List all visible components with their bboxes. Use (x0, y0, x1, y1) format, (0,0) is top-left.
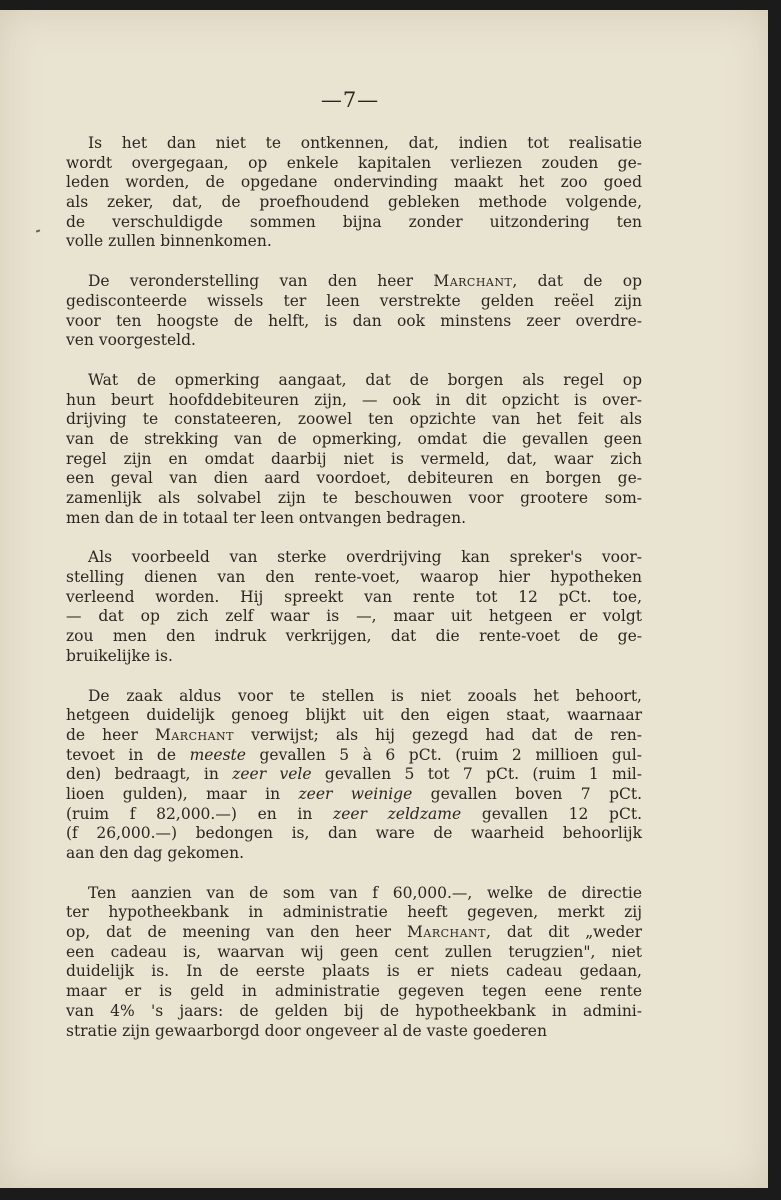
text-line: duidelijk is. In de eerste plaats is er niets cadeau gedaan, (66, 962, 642, 981)
text-line: stratie zijn gewaarborgd door ongeveer al de vaste goederen (66, 1021, 547, 1040)
text-line: aan den dag gekomen. (66, 844, 245, 862)
emphasis-text: zeer vele (232, 765, 312, 784)
emphasis-text: zeer zeldzame (333, 804, 462, 823)
text-line: volle zullen binnenkomen. (66, 232, 272, 251)
text-line: voor ten hoogste de helft, is dan ook minstens zeer overdre- (66, 311, 642, 330)
text-line: de heer Marchant verwijst; als hij gezegd had dat de ren- (66, 725, 642, 744)
text-line: (f 26,000.—) bedongen is, dan ware de waarheid behoorlijk (66, 824, 642, 843)
text-line: de verschuldigde sommen bijna zonder uitzondering ten (66, 212, 642, 231)
paragraph (66, 884, 642, 1042)
text-line: Is het dan niet te ontkennen, dat, indien tot realisatie (88, 134, 642, 152)
text-line: — dat op zich zelf waar is —, maar uit hetgeen er volgt (66, 607, 642, 626)
text-line: tevoet in de meeste gevallen 5 à 6 pCt. (ruim 2 millioen gul- (66, 745, 642, 764)
text-line: men dan de in totaal ter leen ontvangen bedragen. (66, 508, 467, 527)
text-line: van de strekking van de opmerking, omdat die gevallen geen (66, 429, 642, 448)
text-line: maar er is geld in administratie gegeven tegen eene rente (66, 982, 642, 1001)
text-line: verleend worden. Hij spreekt van rente tot 12 pCt. toe, (66, 587, 642, 606)
text-line: gedisconteerde wissels ter leen verstrekte gelden reëel zijn (66, 291, 642, 310)
document-page (0, 10, 768, 1188)
text-line: ter hypotheekbank in administratie heeft gegeven, merkt zij (66, 903, 642, 922)
body-text (66, 134, 642, 1061)
text-line: De zaak aldus voor te stellen is niet zooals het behoort, (88, 686, 642, 705)
name-small-caps: Marchant (154, 725, 234, 744)
page-number: —7— (320, 88, 380, 112)
text-line: Ten aanzien van de som van f 60,000.—, welke de directie (88, 883, 642, 902)
paragraph (66, 548, 642, 666)
text-line: den) bedraagt, in zeer vele gevallen 5 tot 7 pCt. (ruim 1 mil- (66, 765, 642, 784)
text-line: De veronderstelling van den heer Marchant, dat de op (88, 272, 642, 291)
name-small-caps: Marchant (407, 923, 487, 942)
emphasis-text: zeer weinige (298, 784, 413, 803)
text-line: hun beurt hoofddebiteuren zijn, — ook in dit opzicht is over- (66, 390, 642, 409)
text-line: ven voorgesteld. (66, 331, 196, 350)
text-line: (ruim f 82,000.—) en in zeer zeldzame gevallen 12 pCt. (66, 804, 642, 823)
text-line: hetgeen duidelijk genoeg blijkt uit den eigen staat, waarnaar (66, 706, 642, 725)
paragraph (66, 687, 642, 864)
text-line: op, dat de meening van den heer Marchant, dat dit „weder (66, 923, 642, 942)
text-line: leden worden, de opgedane ondervinding maakt het zoo goed (66, 173, 642, 192)
paragraph (66, 134, 642, 252)
paragraph (66, 371, 642, 529)
text-line: als zeker, dat, de proefhoudend gebleken methode volgende, (66, 193, 642, 212)
text-line: Als voorbeeld van sterke overdrijving kan spreker's voor- (88, 548, 642, 567)
text-line: een geval van dien aard voordoet, debiteuren en borgen ge- (66, 469, 642, 488)
ink-mark (36, 229, 40, 232)
emphasis-text: meeste (189, 745, 246, 764)
text-line: zou men den indruk verkrijgen, dat die rente-voet de ge- (66, 627, 642, 646)
text-line: drijving te constateeren, zoowel ten opzichte van het feit als (66, 410, 642, 429)
text-line: van 4% 's jaars: de gelden bij de hypotheekbank in admini- (66, 1001, 642, 1020)
text-line: stelling dienen van den rente-voet, waarop hier hypotheken (66, 568, 642, 587)
name-small-caps: Marchant (433, 272, 513, 291)
text-line: zamenlijk als solvabel zijn te beschouwen voor grootere som- (66, 489, 642, 507)
text-line: lioen gulden), maar in zeer weinige gevallen boven 7 pCt. (66, 784, 643, 803)
text-line: regel zijn en omdat daarbij niet is vermeld, dat, waar zich (66, 449, 642, 468)
text-line: wordt overgegaan, op enkele kapitalen verliezen zouden ge- (66, 153, 642, 172)
text-line: bruikelijke is. (66, 646, 173, 665)
text-line: een cadeau is, waarvan wij geen cent zullen terugzien", niet (66, 942, 642, 961)
text-line: Wat de opmerking aangaat, dat de borgen als regel op (88, 370, 642, 389)
paragraph (66, 272, 642, 351)
